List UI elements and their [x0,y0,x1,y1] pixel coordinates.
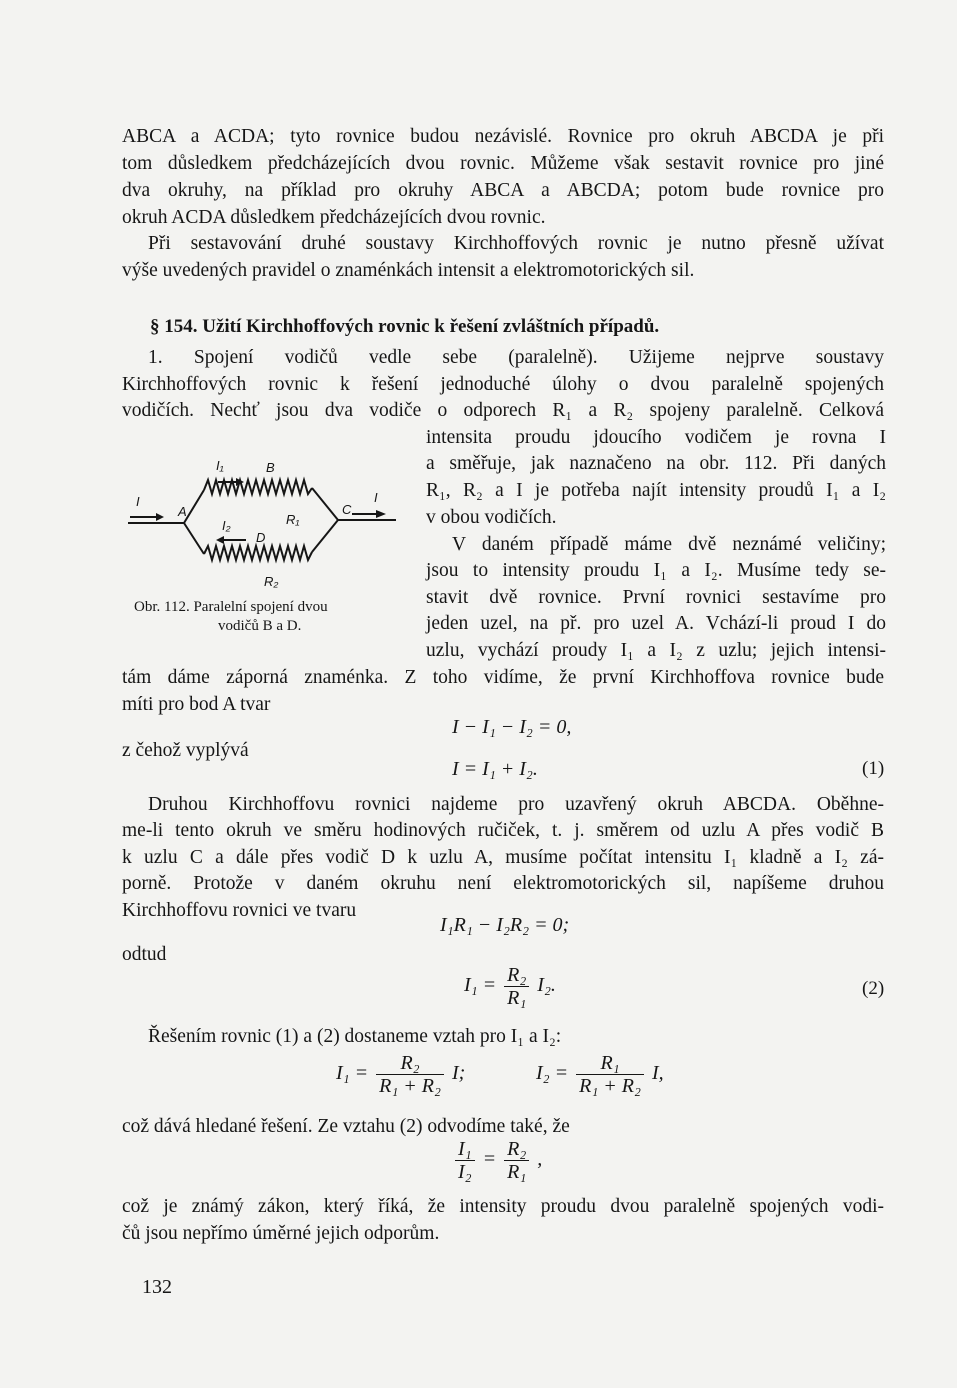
equation-solution-i2 [536,1052,664,1097]
fraction [504,964,529,1009]
fraction [376,1052,444,1097]
text-line: čů jsou nepřímo úměrné jejich odporům. [122,1223,440,1244]
text-line: Při sestavování druhé soustavy Kirchhoffových rovnic je nutno přesně užívat [148,233,884,254]
equation-part: I₁ = [336,1062,369,1085]
figure-caption-line: Obr. 112. Paralelní spojení dvou [134,599,328,615]
text-line: tom důsledkem předcházejících dvou rovnic. Můžeme však sestavit rovnice pro jiné [122,153,884,174]
text-line: uzlu, vychází proudy I₁ a I₂ z uzlu; jejich intensi- [426,640,886,661]
fraction [455,1138,475,1183]
text-line: v obou vodičích. [426,507,557,528]
text-line: tám dáme záporná znaménka. Z toho vidíme, že první Kirchhoffova rovnice bude [122,667,884,688]
figure-caption-line: vodičů B a D. [218,618,302,634]
node-label-D: D [256,530,266,545]
text-line: 1. Spojení vodičů vedle sebe (paralelně). Užijeme nejprve soustavy [148,347,884,368]
numerator: R₂ [376,1052,444,1075]
equation-part: = [482,1148,497,1171]
denominator: R₁ + R₂ [579,1075,641,1097]
text-line: intensita proudu jdoucího vodičem je rovna I [426,427,886,448]
section-heading: § 154. Užití Kirchhoffových rovnic k řešení zvláštních případů. [150,316,660,337]
text-line: okruh ACDA důsledkem předcházejících dvou rovnic. [122,207,546,228]
text-line: což dává hledané řešení. Ze vztahu (2) odvodíme také, že [122,1116,570,1137]
equation-number: (1) [862,758,885,779]
text-line: stavit dvě rovnice. První rovnici sestavíme pro [426,587,886,608]
denominator: I₂ [458,1161,472,1183]
text-line: V daném případě máme dvě neznámé veličiny; [452,534,886,555]
resistor-label-R2: R₂ [264,574,279,589]
equation-2 [464,964,556,1009]
page-number: 132 [142,1276,172,1298]
denominator: R₁ [507,1161,527,1183]
parallel-circuit-diagram [118,448,418,598]
numerator: I₁ [455,1138,475,1161]
fraction [504,1138,529,1183]
text-line: což je známý zákon, který říká, že intensity proudu dvou paralelně spojených vodi- [122,1196,884,1217]
text-line: ABCA a ACDA; tyto rovnice budou nezávislé. Rovnice pro okruh ABCDA je při [122,126,884,147]
equation-part: I, [651,1062,664,1085]
text-line: jeden uzel, na př. pro uzel A. Vchází-li proud I do [426,613,886,634]
text-line: Řešením rovnic (1) a (2) dostaneme vztah pro I₁ a I₂: [148,1026,562,1047]
text-line: Druhou Kirchhoffovu rovnici najdeme pro uzavřený okruh ABCDA. Oběhne- [148,794,884,815]
equation-number: (2) [862,978,885,999]
equation-part: , [537,1148,543,1171]
equation-solution-i1 [336,1052,465,1097]
text-line: dva okruhy, na příklad pro okruhy ABCA a ABCDA; potom bude rovnice pro [122,180,884,201]
equation-part: I; [451,1062,466,1085]
node-label-B: B [266,460,275,475]
resistor-label-R1: R₁ [286,512,300,527]
text-line: míti pro bod A tvar [122,694,271,715]
text-line: a směřuje, jak naznačeno na obr. 112. Při daných [426,453,886,474]
equation-1: I = I₁ + I₂. [452,758,538,780]
node-label-C: C [342,502,352,517]
denominator: R₁ [507,987,527,1009]
equation-ratio [452,1138,542,1183]
figure-caption [134,598,328,636]
current-label-I-left: I [136,494,140,509]
text-line: odtud [122,944,167,965]
node-label-A: A [178,504,187,519]
text-line: k uzlu C a dále přes vodič D k uzlu A, musíme počítat intensitu I₁ kladně a I₂ zá- [122,847,884,868]
equation: I − I₁ − I₂ = 0, [452,716,572,738]
equation-part: I₂. [537,974,556,997]
numerator: R₁ [576,1052,644,1075]
text-line: Kirchhoffovu rovnici ve tvaru [122,900,357,921]
current-label-I-right: I [374,490,378,505]
text-line: výše uvedených pravidel o znaménkách intensit a elektromotorických sil. [122,260,695,281]
denominator: R₁ + R₂ [379,1075,441,1097]
text-line: jsou to intensity proudu I₁ a I₂. Musíme tedy se- [426,560,886,581]
text-line: Kirchhoffových rovnic k řešení jednoduché úlohy o dvou paralelně spojených [122,374,884,395]
text-line: z čehož vyplývá [122,740,249,761]
numerator: R₂ [504,964,529,987]
equation-part: I₁ = [464,974,497,997]
text-line: porně. Protože v daném okruhu není elektromotorických sil, napíšeme druhou [122,873,884,894]
text-line: vodičích. Nechť jsou dva vodiče o odporech R₁ a R₂ spojeny paralelně. Celková [122,400,884,421]
equation-part: I₂ = [536,1062,569,1085]
current-label-I1: I₁ [216,458,224,473]
numerator: R₂ [504,1138,529,1161]
current-label-I2: I₂ [222,518,231,533]
text-line: me-li tento okruh ve směru hodinových ručiček, t. j. směrem od uzlu A přes vodič B [122,820,884,841]
equation: I₁R₁ − I₂R₂ = 0; [440,914,570,936]
fraction [576,1052,644,1097]
text-line: R₁, R₂ a I je potřeba najít intensity proudů I₁ a I₂ [426,480,886,501]
